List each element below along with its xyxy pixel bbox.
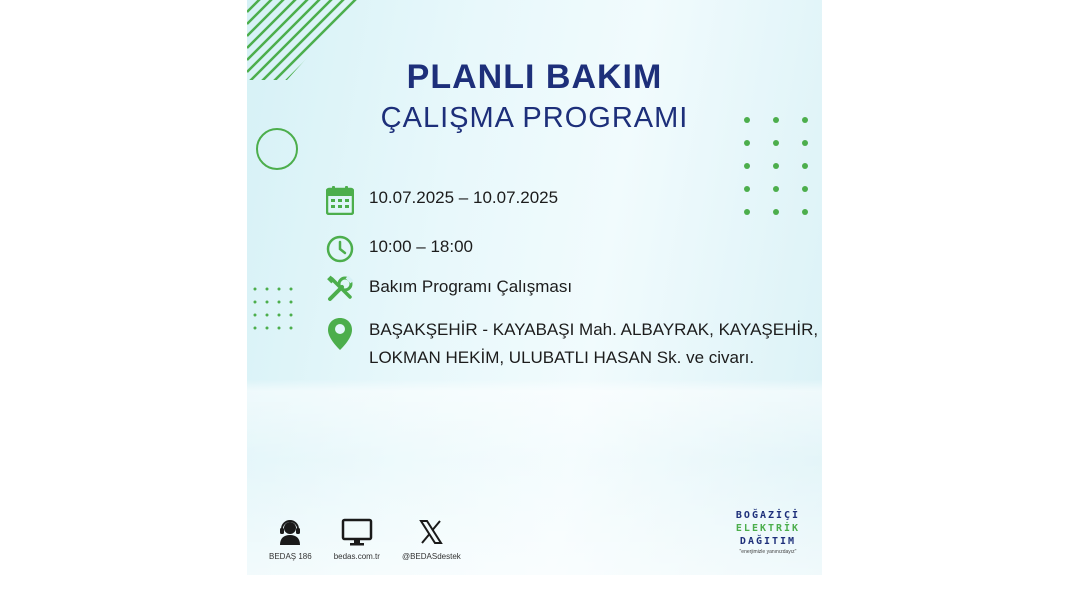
location-line-2: LOKMAN HEKİM, ULUBATLI HASAN Sk. ve civarı. — [369, 348, 755, 367]
time-text: 10:00 – 18:00 — [369, 237, 473, 256]
page-subtitle: ÇALIŞMA PROGRAMI — [380, 102, 689, 134]
x-account-label: @BEDASdestek — [401, 552, 461, 561]
footer-item-call-center — [269, 516, 312, 561]
company-logo — [725, 509, 811, 555]
logo-line-1: BOĞAZİÇİ — [735, 510, 801, 521]
monitor-icon — [341, 516, 373, 548]
date-row — [325, 184, 558, 216]
clock-icon — [325, 233, 355, 265]
announcement-card — [247, 0, 822, 575]
time-row — [325, 233, 473, 265]
call-center-label: BEDAŞ 186 — [269, 552, 312, 561]
footer-item-website[interactable] — [334, 516, 380, 561]
logo-line-3: DAĞITIM — [739, 536, 797, 547]
tools-icon — [325, 273, 355, 305]
footer-item-x-account[interactable] — [402, 516, 461, 561]
contact-footer — [269, 516, 483, 561]
calendar-icon — [325, 184, 355, 216]
location-text — [369, 316, 818, 372]
work-row — [325, 273, 572, 305]
location-row — [325, 316, 818, 372]
call-center-icon — [276, 516, 304, 548]
date-text: 10.07.2025 – 10.07.2025 — [369, 188, 559, 207]
page-title: PLANLI BAKIM — [406, 58, 663, 96]
logo-slogan: "enerjimizle yanınızdayız" — [739, 549, 797, 555]
website-label: bedas.com.tr — [333, 552, 380, 561]
decorative-dot-grid-left — [252, 286, 296, 332]
x-logo-icon — [418, 516, 444, 548]
work-text: Bakım Programı Çalışması — [369, 277, 573, 296]
location-line-1: BAŞAKŞEHİR - KAYABAŞI Mah. ALBAYRAK, KAYAŞEHİR, — [369, 320, 819, 339]
logo-line-2: ELEKTRİK — [735, 523, 801, 534]
location-pin-icon — [325, 316, 355, 352]
